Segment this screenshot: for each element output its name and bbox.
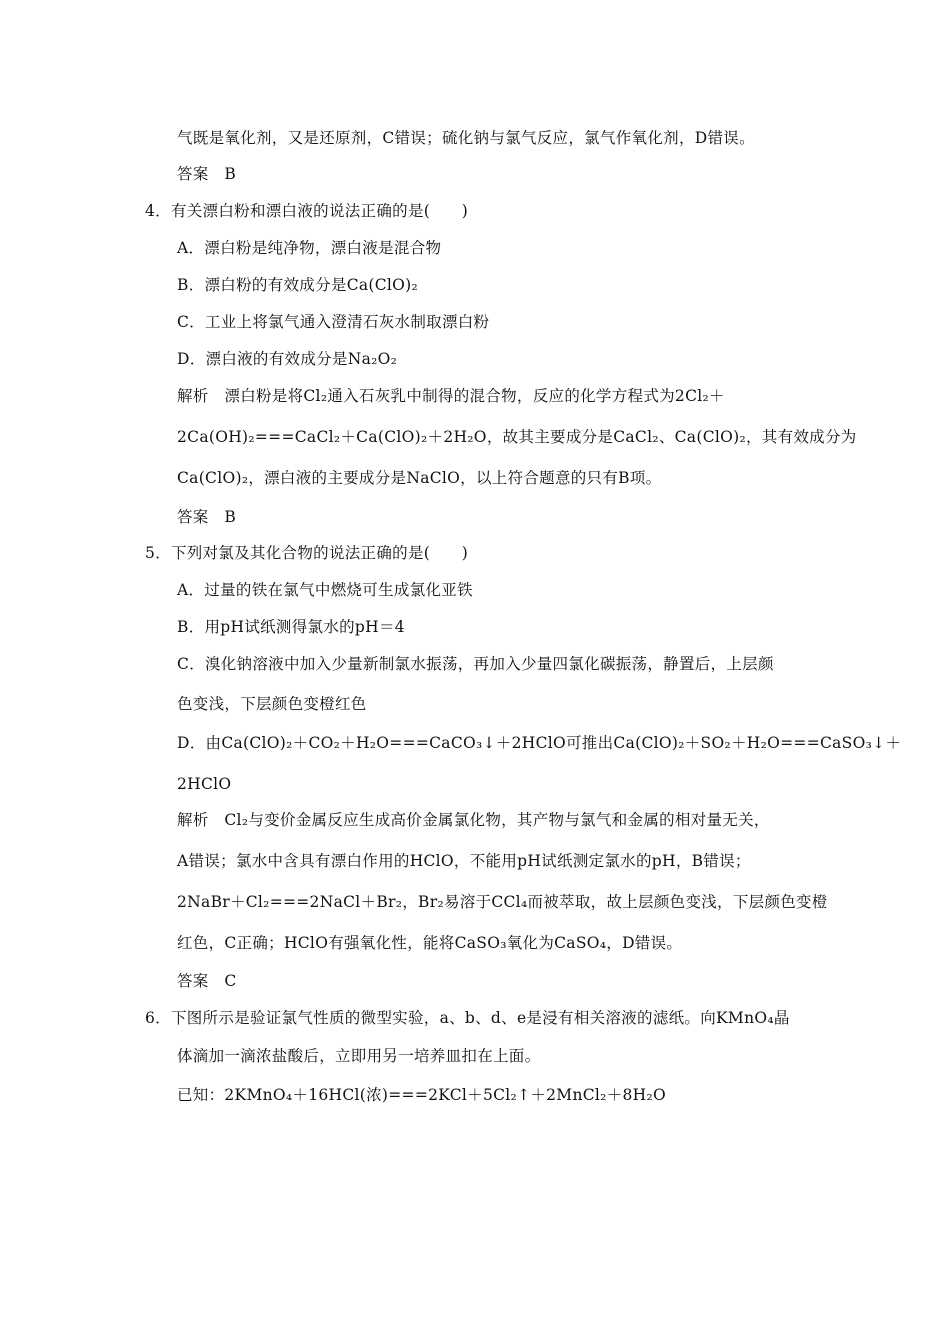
question-6-stem: 6．下图所示是验证氯气性质的微型实验，a、b、d、e是浸有相关溶液的滤纸。向KMnO₄晶: [145, 1009, 790, 1027]
answer-line: 答案 C: [177, 972, 237, 990]
analysis-line: 解析 Cl₂与变价金属反应生成高价金属氯化物，其产物与氯气和金属的相对量无关，: [177, 811, 770, 829]
question-6-stem-continued: 体滴加一滴浓盐酸后，立即用另一培养皿扣在上面。: [177, 1047, 541, 1065]
analysis-line: 红色，C正确；HClO有强氧化性，能将CaSO₃氧化为CaSO₄，D错误。: [177, 934, 683, 952]
analysis-line: 2Ca(OH)₂===CaCl₂＋Ca(ClO)₂＋2H₂O，故其主要成分是CaCl₂、Ca(ClO)₂，其有效成分为: [177, 428, 857, 446]
analysis-line: 解析 漂白粉是将Cl₂通入石灰乳中制得的混合物，反应的化学方程式为2Cl₂＋: [177, 387, 725, 405]
option-d: D．漂白液的有效成分是Na₂O₂: [177, 350, 398, 368]
option-d: D．由Ca(ClO)₂＋CO₂＋H₂O===CaCO₃↓＋2HClO可推出Ca(ClO)₂＋SO₂＋H₂O===CaSO₃↓＋: [177, 734, 902, 752]
answer-line: 答案 B: [177, 508, 237, 526]
option-c-continued: 色变浅，下层颜色变橙红色: [177, 695, 367, 713]
option-c: C．工业上将氯气通入澄清石灰水制取漂白粉: [177, 313, 490, 331]
question-4-stem: 4．有关漂白粉和漂白液的说法正确的是( ): [145, 202, 469, 220]
text-line: 气既是氧化剂，又是还原剂，C错误；硫化钠与氯气反应，氯气作氧化剂，D错误。: [177, 129, 755, 147]
given-equation: 已知：2KMnO₄＋16HCl(浓)===2KCl＋5Cl₂↑＋2MnCl₂＋8H₂O: [177, 1086, 666, 1104]
option-b: B．用pH试纸测得氯水的pH＝4: [177, 618, 405, 636]
option-b: B．漂白粉的有效成分是Ca(ClO)₂: [177, 276, 419, 294]
option-c: C．溴化钠溶液中加入少量新制氯水振荡，再加入少量四氯化碳振荡，静置后，上层颜: [177, 655, 774, 673]
option-a: A．漂白粉是纯净物，漂白液是混合物: [177, 239, 442, 257]
analysis-line: 2NaBr＋Cl₂===2NaCl＋Br₂，Br₂易溶于CCl₄而被萃取，故上层颜色变浅，下层颜色变橙: [177, 893, 828, 911]
option-d-continued: 2HClO: [177, 775, 232, 793]
answer-line: 答案 B: [177, 165, 237, 183]
analysis-line: A错误；氯水中含具有漂白作用的HClO，不能用pH试纸测定氯水的pH，B错误；: [177, 852, 751, 870]
analysis-line: Ca(ClO)₂，漂白液的主要成分是NaClO，以上符合题意的只有B项。: [177, 469, 662, 487]
question-5-stem: 5．下列对氯及其化合物的说法正确的是( ): [145, 544, 469, 562]
option-a: A．过量的铁在氯气中燃烧可生成氯化亚铁: [177, 581, 473, 599]
